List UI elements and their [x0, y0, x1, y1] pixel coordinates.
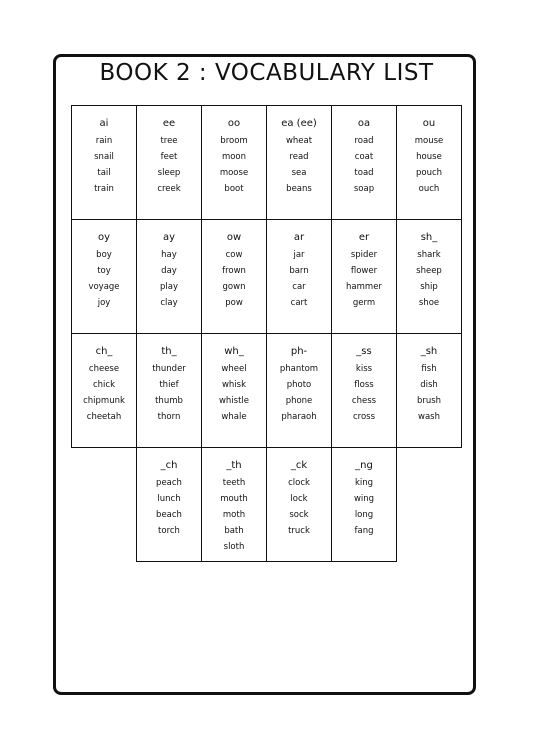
vocab-word: sheep	[416, 266, 442, 276]
vocab-cell	[332, 448, 397, 562]
vocab-word: cow	[225, 250, 243, 260]
vocab-cell	[137, 220, 202, 334]
vocab-word: mouth	[220, 494, 248, 504]
vocab-word: wing	[353, 494, 375, 504]
vocab-word: phantom	[279, 364, 319, 374]
phonics-pattern: ea (ee)	[281, 118, 317, 129]
vocab-word: house	[416, 152, 442, 162]
vocab-word: beach	[156, 510, 182, 520]
vocab-cell	[267, 106, 332, 220]
vocab-word: feet	[160, 152, 178, 162]
vocab-word: thief	[159, 380, 179, 390]
vocab-word: sleep	[157, 168, 181, 178]
vocab-word: joy	[97, 298, 111, 308]
vocab-word: flower	[350, 266, 378, 276]
vocab-cell	[332, 220, 397, 334]
vocab-word: pouch	[415, 168, 443, 178]
vocab-word: sock	[289, 510, 309, 520]
vocab-word: shoe	[418, 298, 440, 308]
vocab-word: torch	[158, 526, 180, 536]
vocab-word: lock	[290, 494, 308, 504]
vocab-word: lunch	[157, 494, 181, 504]
vocab-word: cheetah	[86, 412, 122, 422]
vocab-word: tail	[97, 168, 111, 178]
vocab-word: kiss	[355, 364, 373, 374]
phonics-pattern: th_	[161, 346, 177, 357]
vocab-word: whale	[221, 412, 247, 422]
phonics-pattern: oa	[357, 118, 371, 129]
vocab-word: clock	[288, 478, 310, 488]
phonics-pattern: _th	[226, 460, 242, 471]
vocab-word: wash	[418, 412, 440, 422]
vocab-word: teeth	[222, 478, 246, 488]
vocab-word: phone	[285, 396, 313, 406]
vocab-word: fang	[354, 526, 374, 536]
phonics-pattern: ai	[99, 118, 109, 129]
vocab-word: gown	[222, 282, 246, 292]
vocab-word: cheese	[88, 364, 120, 374]
vocabulary-table	[71, 105, 462, 562]
vocab-word: moose	[219, 168, 249, 178]
vocab-cell	[137, 106, 202, 220]
vocab-word: whisk	[221, 380, 247, 390]
vocab-word: creek	[157, 184, 181, 194]
vocab-row	[72, 448, 462, 562]
vocab-word: frown	[222, 266, 246, 276]
vocab-word: thumb	[155, 396, 183, 406]
vocab-word: beans	[286, 184, 312, 194]
vocab-cell	[72, 106, 137, 220]
vocab-word: moon	[221, 152, 247, 162]
phonics-pattern: oo	[227, 118, 241, 129]
vocab-word: sea	[291, 168, 307, 178]
vocab-cell	[202, 448, 267, 562]
vocab-word: bath	[224, 526, 244, 536]
phonics-pattern: ch_	[95, 346, 113, 357]
vocab-word: spider	[350, 250, 378, 260]
phonics-pattern: sh_	[420, 232, 438, 243]
vocab-word: barn	[289, 266, 309, 276]
vocab-cell	[267, 448, 332, 562]
vocab-word: car	[292, 282, 306, 292]
vocab-cell	[267, 220, 332, 334]
vocab-cell	[267, 334, 332, 448]
phonics-pattern: _sh	[420, 346, 438, 357]
vocab-word: snail	[94, 152, 114, 162]
vocab-word: pow	[225, 298, 243, 308]
vocab-word: boy	[96, 250, 112, 260]
vocab-word: road	[354, 136, 374, 146]
phonics-pattern: er	[358, 232, 370, 243]
vocab-word: clay	[160, 298, 178, 308]
vocab-cell	[332, 106, 397, 220]
vocab-word: germ	[352, 298, 376, 308]
vocab-cell	[332, 334, 397, 448]
vocab-word: thunder	[152, 364, 186, 374]
phonics-pattern: ou	[422, 118, 436, 129]
vocab-row	[72, 106, 462, 220]
vocab-word: cart	[290, 298, 308, 308]
phonics-pattern: _ch	[160, 460, 178, 471]
vocab-word: sloth	[223, 542, 245, 552]
vocab-cell	[72, 220, 137, 334]
vocab-word: truck	[288, 526, 310, 536]
vocab-row	[72, 220, 462, 334]
vocab-word: king	[354, 478, 374, 488]
vocab-word: floss	[354, 380, 374, 390]
vocab-word: ouch	[418, 184, 440, 194]
vocab-cell	[397, 220, 462, 334]
vocab-word: long	[354, 510, 374, 520]
empty-cell	[397, 448, 462, 562]
vocab-word: toad	[354, 168, 374, 178]
vocab-word: wheel	[221, 364, 247, 374]
phonics-pattern: ee	[162, 118, 176, 129]
vocab-cell	[397, 334, 462, 448]
vocab-word: pharaoh	[281, 412, 317, 422]
vocab-word: rain	[95, 136, 113, 146]
vocab-word: chess	[351, 396, 377, 406]
vocab-word: thorn	[157, 412, 181, 422]
vocab-word: chick	[92, 380, 116, 390]
vocab-cell	[397, 106, 462, 220]
vocab-cell	[137, 334, 202, 448]
vocab-cell	[72, 334, 137, 448]
vocab-word: hammer	[346, 282, 382, 292]
vocab-cell	[137, 448, 202, 562]
vocab-word: read	[289, 152, 309, 162]
vocab-word: soap	[353, 184, 375, 194]
vocab-word: train	[94, 184, 114, 194]
phonics-pattern: ay	[162, 232, 176, 243]
page-title: BOOK 2 : VOCABULARY LIST	[99, 60, 434, 86]
vocab-word: tree	[160, 136, 178, 146]
vocab-row	[72, 334, 462, 448]
phonics-pattern: oy	[97, 232, 111, 243]
vocab-word: broom	[220, 136, 248, 146]
vocab-word: fish	[421, 364, 437, 374]
phonics-pattern: wh_	[224, 346, 244, 357]
vocab-word: photo	[286, 380, 312, 390]
vocab-word: wheat	[285, 136, 313, 146]
vocab-word: brush	[416, 396, 442, 406]
vocab-word: jar	[293, 250, 305, 260]
vocab-word: toy	[97, 266, 111, 276]
vocab-word: ship	[420, 282, 438, 292]
vocab-word: moth	[222, 510, 246, 520]
vocab-word: hay	[161, 250, 177, 260]
vocab-word: cross	[352, 412, 376, 422]
empty-cell	[72, 448, 137, 562]
phonics-pattern: ow	[226, 232, 242, 243]
vocab-word: whistle	[218, 396, 250, 406]
vocab-word: chipmunk	[83, 396, 125, 406]
vocab-word: dish	[420, 380, 438, 390]
vocab-cell	[202, 106, 267, 220]
vocab-word: peach	[156, 478, 182, 488]
vocab-word: mouse	[414, 136, 444, 146]
phonics-pattern: _ss	[356, 346, 372, 357]
phonics-pattern: ar	[293, 232, 305, 243]
vocab-cell	[202, 334, 267, 448]
vocab-word: play	[160, 282, 178, 292]
vocab-word: boot	[224, 184, 244, 194]
vocab-word: day	[161, 266, 177, 276]
vocab-word: coat	[354, 152, 374, 162]
phonics-pattern: _ng	[355, 460, 373, 471]
phonics-pattern: ph-	[290, 346, 308, 357]
vocab-word: shark	[417, 250, 441, 260]
vocab-cell	[202, 220, 267, 334]
vocab-word: voyage	[88, 282, 120, 292]
phonics-pattern: _ck	[290, 460, 308, 471]
